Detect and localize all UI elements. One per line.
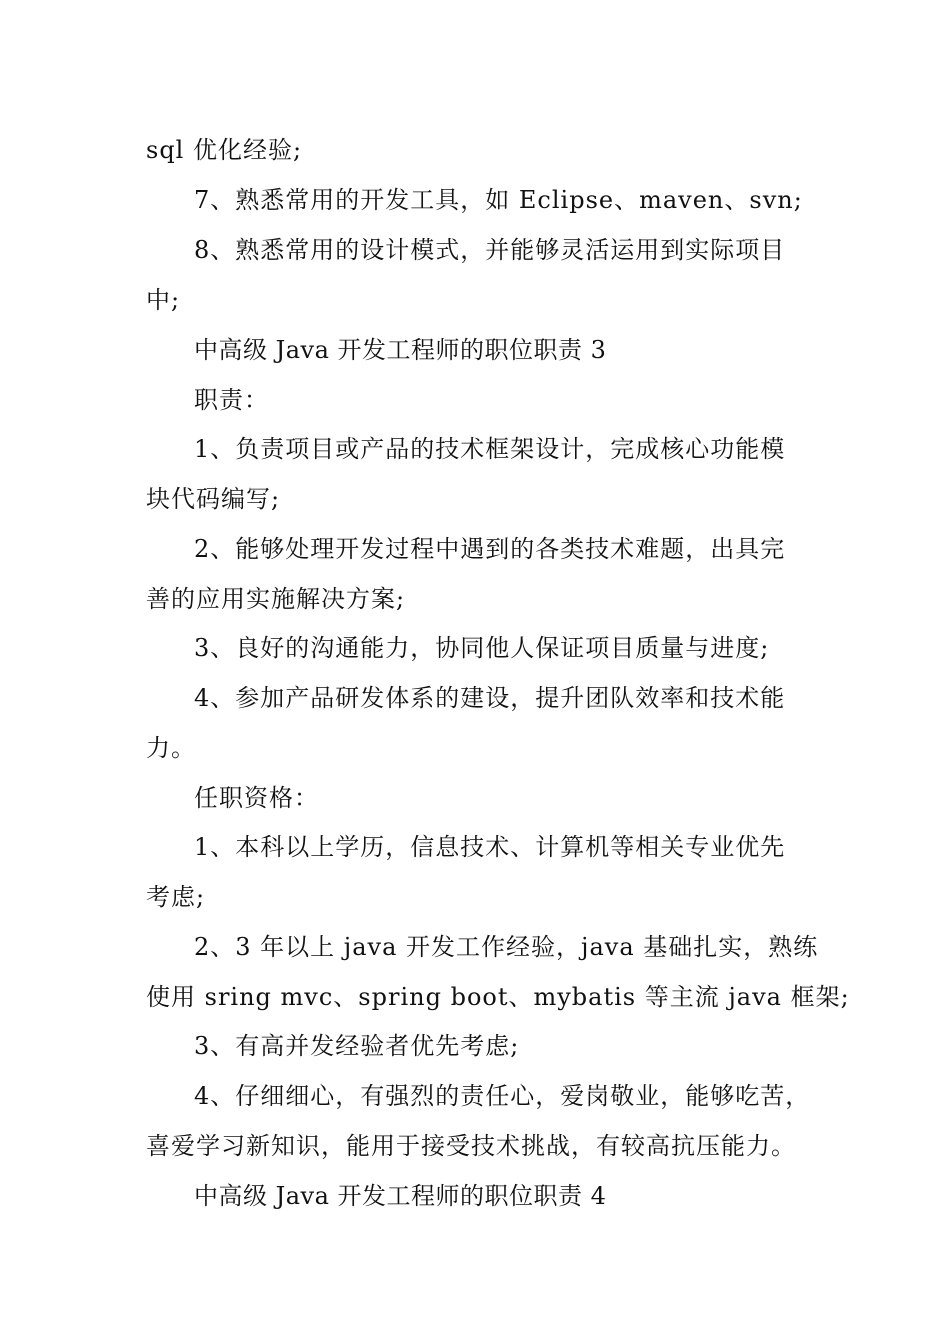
responsibilities-label: 职责：: [194, 386, 269, 414]
responsibility-item-4: 4、参加产品研发体系的建设，提升团队效率和技术能: [194, 684, 786, 712]
qualification-item-2-continued: 使用 sring mvc、spring boot、mybatis 等主流 java 框架;: [146, 983, 850, 1011]
qualification-item-4: 4、仔细细心，有强烈的责任心，爱岗敬业，能够吃苦，: [194, 1082, 811, 1110]
qualification-item-1-continued: 考虑;: [146, 883, 206, 911]
responsibility-item-1: 1、负责项目或产品的技术框架设计，完成核心功能模: [194, 435, 786, 463]
responsibility-item-2: 2、能够处理开发过程中遇到的各类技术难题，出具完: [194, 535, 786, 563]
text-line-sql-optimization: sql 优化经验;: [146, 136, 303, 164]
text-line-item-8-continued: 中;: [146, 286, 181, 314]
responsibility-item-1-continued: 块代码编写;: [146, 485, 281, 513]
qualifications-label: 任职资格：: [194, 784, 319, 812]
responsibility-item-2-continued: 善的应用实施解决方案;: [146, 585, 406, 613]
section-heading-4: 中高级 Java 开发工程师的职位职责 4: [194, 1182, 607, 1210]
responsibility-item-3: 3、良好的沟通能力，协同他人保证项目质量与进度;: [194, 634, 770, 662]
qualification-item-2: 2、3 年以上 java 开发工作经验，java 基础扎实，熟练: [194, 933, 819, 961]
qualification-item-3: 3、有高并发经验者优先考虑;: [194, 1032, 520, 1060]
text-line-item-7: 7、熟悉常用的开发工具，如 Eclipse、maven、svn;: [194, 186, 803, 214]
qualification-item-1: 1、本科以上学历，信息技术、计算机等相关专业优先: [194, 833, 786, 861]
section-heading-3: 中高级 Java 开发工程师的职位职责 3: [194, 336, 607, 364]
text-line-item-8: 8、熟悉常用的设计模式，并能够灵活运用到实际项目: [194, 236, 786, 264]
responsibility-item-4-continued: 力。: [146, 734, 196, 762]
qualification-item-4-continued: 喜爱学习新知识，能用于接受技术挑战，有较高抗压能力。: [146, 1132, 796, 1160]
